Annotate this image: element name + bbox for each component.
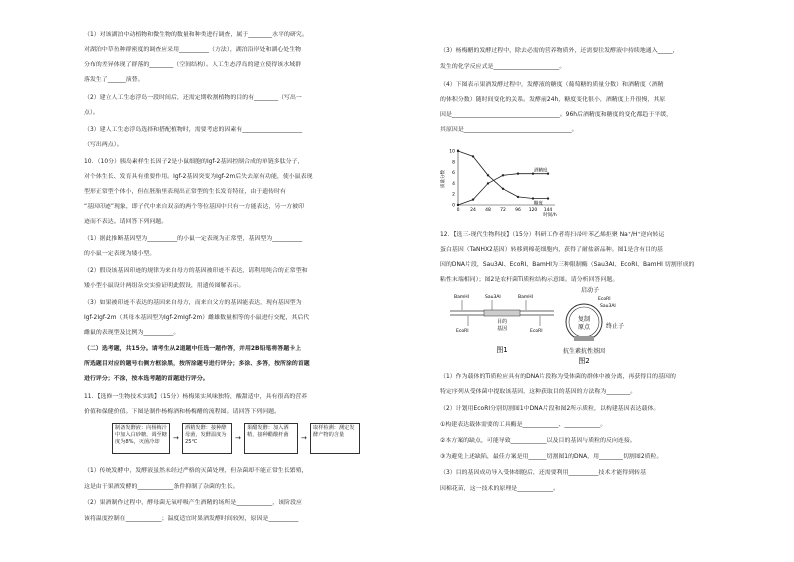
text-line: “基因印迹”现象，即子代中来自双亲的两个等位基因中只有一方能表达，另一方被印 [84,204,305,210]
data-point [487,182,489,184]
text-line: （3）目的基因成功导入受体细胞后，还需要利用__________技术才能得到转基 [440,470,647,476]
y-tick-label: 0 [452,203,455,209]
x-tick-label: 120 [528,208,538,213]
label-origin-2: 原点 [577,324,591,331]
label-promoter: 启动子 [581,287,600,294]
x-tick-label: 24 [470,208,476,213]
x-tick-label: 72 [500,208,506,213]
text-line: （2）果酒制作过程中，酵母菌无氧呼吸产生酒精的场所是____________，该阶段应 [84,500,302,506]
text-line: 价值和保健价值。下图是制作杨梅酒和杨梅醋的流程图。请回答下列问题。 [84,409,281,415]
text-line: 该将温度控制在____________；温度适宜时果酒发酵时间较短，原因是__________ [84,516,299,522]
text-line: 点）。 [84,110,99,116]
x-tick-label: 144 [543,208,553,213]
text-line: 的体积分数）随时间变化的关系。发酵前24h，糖度变化很小，酒精度上升很慢，其原 [440,97,666,103]
data-point [487,174,489,176]
label-ecori-left: EcoRI [456,329,469,334]
figure-1-dna-fragment [448,292,558,358]
text-line: （2）假设该基因印迹的规律为来自母方的基因被印迹不表达，请利用纯合的正常型和 [84,268,308,274]
label-target-gene-2: 基因 [496,326,508,332]
arrow-right-icon: → [235,434,241,442]
y-axis-label: 质量分数 [441,170,446,188]
text-line: 落发生了______演替。 [84,77,144,83]
text-line: 11．【选修一生物技术实践】（15分）杨梅果实风味独特，酸甜适中，具有很高的营养 [84,394,308,400]
data-point [502,174,504,176]
label-ecori: EcoRI [598,297,611,302]
data-point [517,172,519,174]
text-line: （1）对该湖泊中动植物和微生物的数量和种类进行调查，属于________水平的研究。 [84,32,308,38]
text-line: 分布的差异体现了群落的________（空间结构）。人工生态浮岛的建立使得该水域群 [84,62,302,68]
label-target-gene-1: 目的 [496,319,508,325]
text-line: 这是由于果酒发酵的____________条件抑制了杂菌的生长。 [84,484,239,490]
text-line: （3）杨梅醋的发酵过程中，除去必需的营养物质外，还需要往发酵液中持续地通入_____， [440,48,679,54]
figure-1-caption: 图1 [496,346,508,354]
text-line: （3）建人工生态浮岛选择和搭配植物时，需要考虑的因素有____________________ [84,127,303,133]
flow-step-4: 取样检测：测定发酵产物的含量 [310,423,360,454]
x-tick-label: 96 [515,208,521,213]
text-line: 发生的化学反应式是______________________。 [440,64,566,70]
text-line: 因的DNA片段，Sau3AI、EcoRI、BamHI为三种限制酶（Sau3AI、EcoRI、BamHI 切割形成的 [440,262,695,268]
arrow-right-icon: → [301,434,307,442]
data-point [472,155,474,157]
y-tick-label: 6 [452,171,455,177]
data-point [517,196,519,198]
resistance-gene-block [574,336,594,341]
label-bamhi-right: BamHI [518,295,533,300]
text-line: 对湖泊中草鱼种群密度的调查应采用__________（方法），湖泊沿岸处和湖心处生物 [84,47,302,53]
y-tick-label: 8 [452,160,455,166]
data-point [532,197,534,199]
text-line: 型形正常型个体小，但在胚胎里表现出正常型的生长发育特征，由于遗传时有 [84,189,286,195]
text-line: （1）传统发酵中，发酵液虽然未经过严格的灭菌处理，但杂菌却不能正常生长繁殖， [84,468,308,474]
flow-step-3: 果醋发酵：加入酒精，接种醋酸杆菌 [244,423,298,454]
text-line: ②本方案的缺点，可能导致____________以及目的基因与质粒的反向连接。 [440,438,636,444]
label-bamhi-left: BamHI [454,295,469,300]
x-axis-label: 时间/h [543,213,557,218]
series-label: 酒精度 [534,168,548,174]
text-line: 雌鼠的表现型及比例为__________。 [84,330,180,336]
figure-2-caption: 图2 [578,357,590,365]
series-label: 糖度 [534,201,543,207]
x-tick-label: 48 [485,208,491,213]
label-origin-1: 复制 [577,316,591,323]
label-resistance-gene: 抗生素抗性基因 [562,348,606,355]
text-line: 粘性末端相同）；图2是农杆菌Ti质粒结构示意图。请分析回答问题。 [440,277,619,283]
label-terminator: 终止子 [606,323,625,330]
data-point [502,188,504,190]
data-point [472,198,474,200]
text-line: 的小鼠一定表现为矮小型。 [84,251,156,257]
section-title: （二）选考题，共15分。请考生从2道题中任选一题作答，并用2B铅笔将答题卡上 [84,346,302,352]
label-ecori-right: EcoRI [530,329,543,334]
y-tick-label: 4 [452,181,455,187]
text-line: ③为避免上述缺陷，最佳方案是用______切割图1的DNA，用________切割图2质粒。 [440,454,663,460]
flow-step-2: 酒精发酵：接种酵母菌，发酵温度为25℃ [182,423,232,454]
text-line: 蛋白基因（TaNHX2基因）转移到棉花细胞内，获得了耐盐新品种。图1是含有目的基 [440,247,663,253]
x-tick-label: 0 [456,208,460,213]
text-line: （4）下图表示果酒发酵过程中，发酵液的糖度（葡萄糖的质量分数）和酒精度（酒精 [440,82,664,88]
line-chart [440,143,570,218]
arrow-right-icon: → [173,434,179,442]
text-line: 其原因是____________________________________。 [440,127,578,133]
text-line: 10．（10分）胰岛素样生长因子2是小鼠细胞的Igf-2基因控制合成的单链多肽分子， [84,159,304,165]
data-point [457,204,459,206]
text-line: 所选题目对应的题号右侧方框涂黑，按所涂题号进行评分；多涂、多答，按所涂的首题 [84,361,310,367]
text-line: ①构建表达载体需要的工具酶是____________、____________。 [440,422,607,428]
flow-step-1: 制备发酵液：向杨梅汁中加入白砂糖，调至糖度为8%，灭菌冷却 [112,423,170,454]
target-gene-block [484,310,520,316]
text-line: 进行评分；不涂，按本选考题的首题进行评分。 [84,376,209,382]
text-line: 因棉花苗，这一技术的原理是____________。 [440,486,560,492]
text-line: （2）建立人工生态浮岛一段时间后，还需定期收割植物的目的有________（写出一 [84,95,302,101]
label-sau3ai: Sau3AI [600,304,616,309]
text-line: （3）如果被印迹不表达的基因来自母方，而来自父方的基因能表达，现有基因型为 [84,300,302,306]
flowchart [112,423,402,461]
text-line: （1）据此推断基因型为__________的小鼠一定表现为正常型，基因型为__________ [84,236,303,242]
text-line: （1）作为载体的Ti质粒应具有的DNA片段称为受体菌的群体中被分离，再获得目的基因的 [440,374,676,380]
data-point [457,150,459,152]
text-line: 12．【选三-现代生物科技】（15分）科研工作者将扫帚叶苯乙烯拒聚 Na⁺/H⁺逆向转运 [440,232,665,238]
figure-2-ti-plasmid [548,284,668,366]
text-line: 对个体生长、发育具有重要作用。Igf-2基因突变为Igf-2m后失去原有功能，使小鼠表现 [84,174,313,180]
text-line: （写出两点）。 [84,142,123,148]
text-line: 迹而不表达。请回答下列问题。 [84,219,168,225]
text-line: （2）计划用EcoRI分别切割图1中DNA片段和图2所示质粒，以构建基因表达载体。 [440,406,660,412]
y-tick-label: 2 [452,192,455,198]
data-point [547,197,549,199]
label-sau3ai: Sau3AI [485,295,501,300]
y-tick-label: 10 [449,149,455,155]
text-line: 特定序列从受体菌中提取该基因，这种获取目的基因的方法称为________。 [440,389,637,395]
text-line: 矮小型小鼠设计两组杂交实验证明此假设，用遗传图解表示。 [84,283,245,289]
text-line: Igf-2Igf-2m（其母本基因型为Igf-2mIgf-2m）雌雄数量相等的小鼠进行交配，其后代 [84,315,310,321]
text-line: 因是____________________________________。96h后酒精度和糖度的变化都趋于平缓， [440,112,673,118]
